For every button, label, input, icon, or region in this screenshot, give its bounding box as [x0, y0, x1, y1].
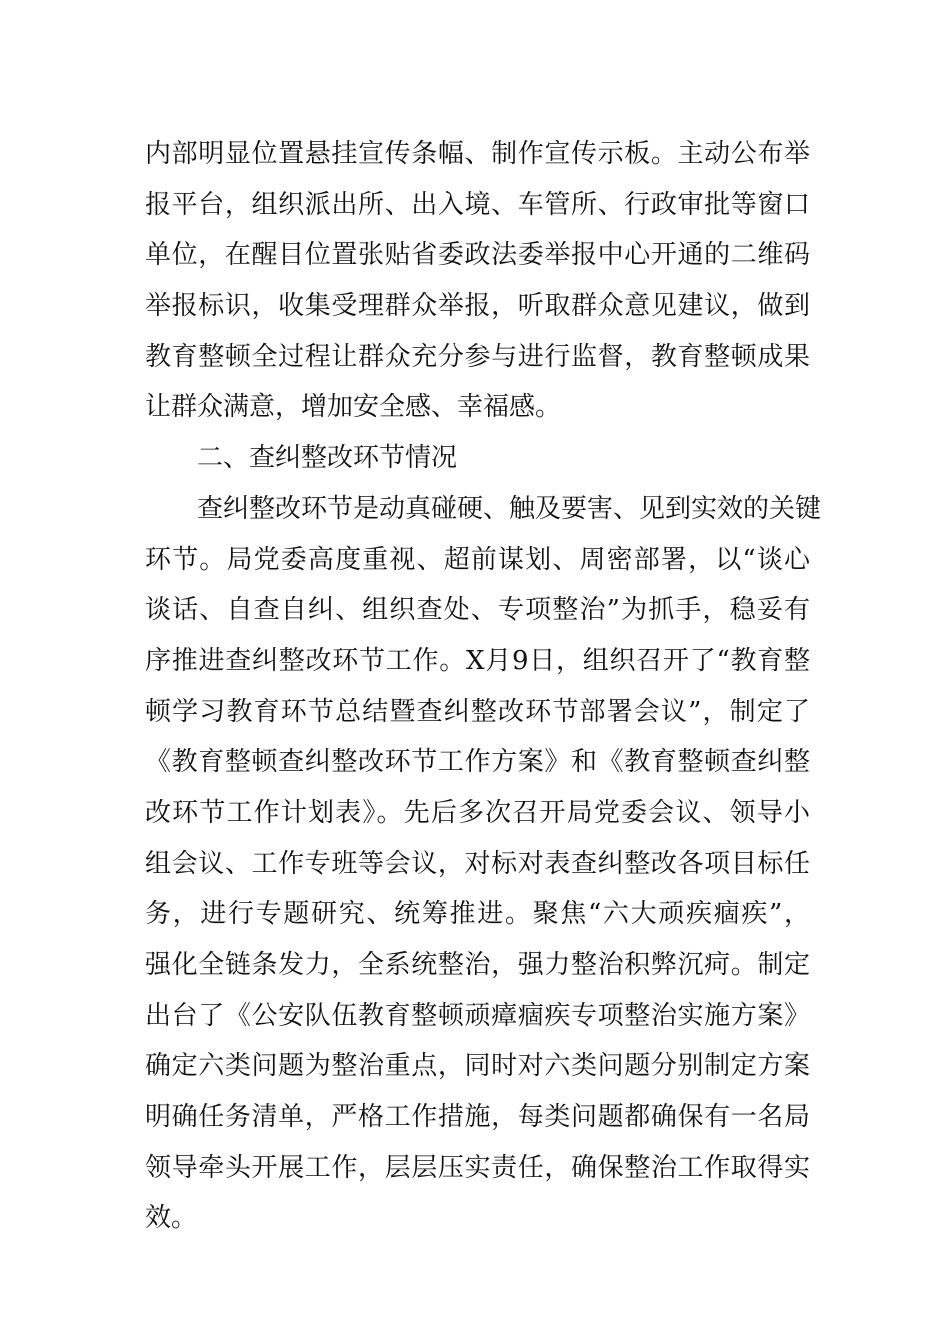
- text-line: 强化全链条发力，全系统整治，强力整治积弊沉疴。制定: [145, 950, 810, 980]
- text-line: 谈话、自查自纠、组织查处、专项整治”为抓手，稳妥有: [145, 595, 810, 626]
- text-line: 改环节工作计划表》。先后多次召开局党委会议、领导小: [145, 797, 810, 828]
- section-paragraph: [145, 484, 822, 1244]
- continuation-paragraph: [145, 129, 810, 433]
- text-line: 务，进行专题研究、统筹推进。聚焦“六大顽疾痼疾”，: [145, 899, 810, 930]
- text-line: 教育整顿全过程让群众充分参与进行监督，教育整顿成果: [145, 341, 810, 372]
- text-line: 查纠整改环节是动真碰硬、触及要害、见到实效的关键: [197, 493, 822, 524]
- text-line: 确定六类问题为整治重点，同时对六类问题分别制定方案: [145, 1051, 810, 1082]
- text-line: 单位，在醒目位置张贴省委政法委举报中心开通的二维码: [145, 240, 810, 271]
- text-line: 环节。局党委高度重视、超前谋划、周密部署，以“谈心: [145, 544, 810, 575]
- text-line: 报平台，组织派出所、出入境、车管所、行政审批等窗口: [145, 189, 810, 220]
- section-heading: 二、查纠整改环节情况: [197, 443, 458, 474]
- text-line: 序推进查纠整改环节工作。X月9日，组织召开了“教育整: [145, 645, 810, 676]
- text-line: 明确任务清单，严格工作措施，每类问题都确保有一名局: [145, 1102, 810, 1133]
- text-line: 组会议、工作专班等会议，对标对表查纠整改各项目标任: [145, 848, 810, 879]
- text-line: 让群众满意，增加安全感、幸福感。: [145, 392, 562, 423]
- text-line: 《教育整顿查纠整改环节工作方案》和《教育整顿查纠整: [145, 747, 810, 778]
- text-line: 领导牵头开展工作，层层压实责任，确保整治工作取得实: [145, 1152, 810, 1183]
- document-body: [145, 129, 822, 1244]
- text-line: 顿学习教育环节总结暨查纠整改环节部署会议”，制定了: [145, 696, 810, 727]
- text-line: 效。: [145, 1203, 198, 1234]
- text-line: 举报标识，收集受理群众举报，听取群众意见建议，做到: [145, 291, 810, 322]
- text-line: 出台了《公安队伍教育整顿顽瘴痼疾专项整治实施方案》: [145, 1000, 810, 1031]
- text-line: 内部明显位置悬挂宣传条幅、制作宣传示板。主动公布举: [145, 139, 810, 169]
